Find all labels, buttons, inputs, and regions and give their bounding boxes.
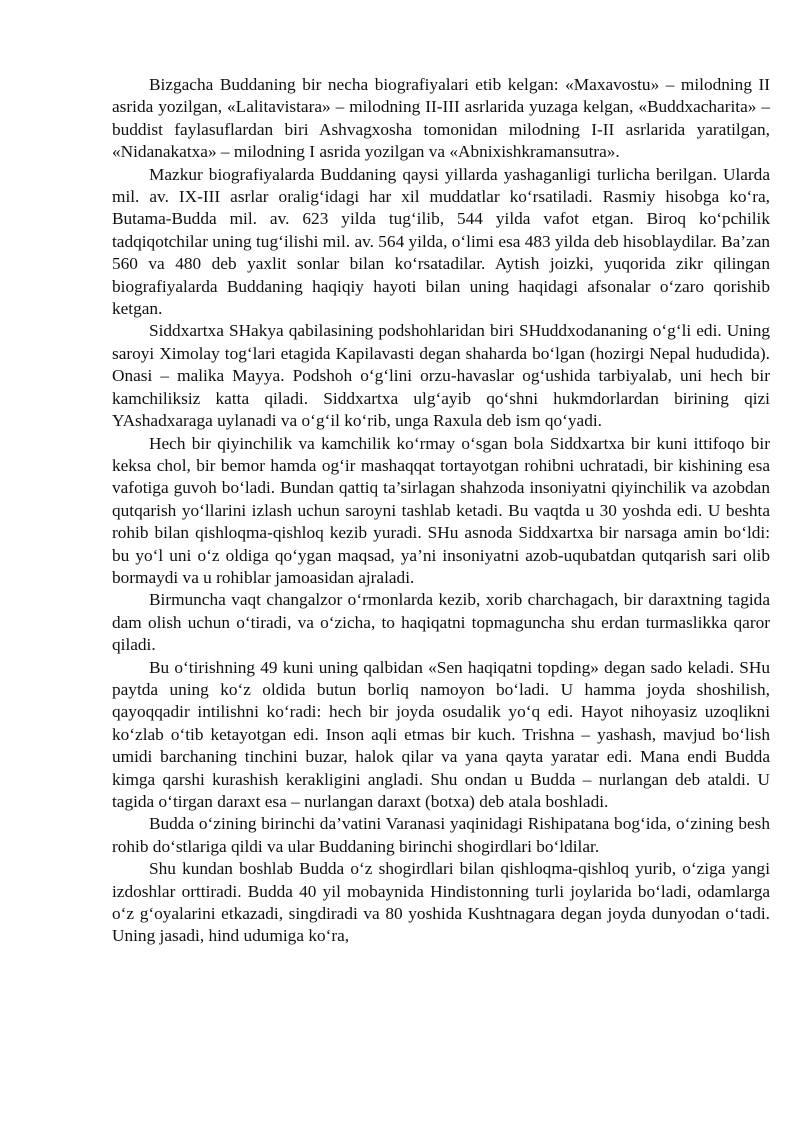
paragraph-meditation: Birmuncha vaqt changalzor o‘rmonlarda kezib, xorib charchagach, bir daraxtning tagida dam olish uchun o‘tiradi, va o‘zicha, to haqiqatni topmaguncha shu erdan turmaslikka qaror qiladi. [112,590,770,655]
paragraph-teaching: Shu kundan boshlab Budda o‘z shogirdlari bilan qishloqma-qishloq yurib, o‘ziga yangi izdoshlar orttiradi. Budda 40 yil mobaynida Hindistonning turli joylarida bo‘ladi, odamlarga o‘z g‘oyalarini etkazadi, singdiradi va 80 yoshida Kushtnagara degan joyda dunyodan o‘tadi. Uning jasadi, hind udumiga ko‘ra, [112,859,770,946]
document-page [112,74,770,948]
paragraph-first-sermon: Budda o‘zining birinchi da’vatini Varanasi yaqinidagi Rishipatana bog‘ida, o‘zining besh rohib do‘stlariga qildi va ular Buddaning birinchi shogirdlari bo‘ldilar. [112,814,770,856]
paragraph-origin: Siddxartxa SHakya qabilasining podshohlaridan biri SHuddxodananing o‘g‘li edi. Uning saroyi Ximolay tog‘lari etagida Kapilavasti degan shaharda bo‘lgan (hozirgi Nepal hududida). Onasi – malika Mayya. Podshoh o‘g‘lini orzu-havaslar og‘ushida tarbiyalab, uni hech bir kamchiliksiz katta qiladi. Siddxartxa ulg‘ayib qo‘shni hukmdorlardan birining qizi YAshadxaraga uylanadi va o‘g‘il ko‘rib, unga Raxula deb ism qo‘yadi. [112,321,770,431]
paragraph-departure: Hech bir qiyinchilik va kamchilik ko‘rmay o‘sgan bola Siddxartxa bir kuni ittifoqo bir keksa chol, bir bemor hamda og‘ir mashaqqat tortayotgan rohibni uchratadi, bir kishining esa vafotiga guvoh bo‘ladi. Bundan qattiq ta’sirlagan shahzoda insoniyatni qiyinchilik va azobdan qutqarish yo‘llarini izlash uchun saroyni tashlab ketadi. Bu vaqtda u 30 yoshda edi. U beshta rohib bilan qishloqma-qishloq kezib yuradi. SHu asnoda Siddxartxa bir narsaga amin bo‘ldi: bu yo‘l uni o‘z oldiga qo‘ygan maqsad, ya’ni insoniyatni azob-uqubatdan qutqarish sari olib bormaydi va u rohiblar jamoasidan ajraladi. [112,433,770,587]
paragraph-enlightenment: Bu o‘tirishning 49 kuni uning qalbidan «Sen haqiqatni topding» degan sado keladi. SHu paytda uning ko‘z oldida butun borliq namoyon bo‘ladi. U hamma joyda shoshilish, qayoqqadir intilishni ko‘radi: hech bir joyda osudalik yo‘q edi. Hayot nihoyasiz uzoqlikni ko‘zlab o‘tib ketayotgan edi. Inson aqli etmas bir kuch. Trishna – yashash, mavjud bo‘lish umidi barchaning tinchini buzar, halok qilar va yana qayta yaratar edi. Mana endi Budda kimga qarshi kurashish kerakligini angladi. Shu ondan u Budda – nurlangan deb ataldi. U tagida o‘tirgan daraxt esa – nurlangan daraxt (botxa) deb atala boshladi. [112,657,770,811]
paragraph-biographies: Bizgacha Buddaning bir necha biografiyalari etib kelgan: «Maxavostu» – milodning II asrida yozilgan, «Lalitavistara» – milodning II-III asrlarida yuzaga kelgan, «Buddxacharita» – buddist faylasuflardan biri Ashvagxosha tomonidan milodning I-II asrlarida yaratilgan, «Nidanakatxa» – milodning I asrida yozilgan va «Abnixishkramansutra». [112,75,770,162]
paragraph-dates: Mazkur biografiyalarda Buddaning qaysi yillarda yashaganligi turlicha berilgan. Ularda mil. av. IX-III asrlar oralig‘idagi har xil muddatlar ko‘rsatiladi. Rasmiy hisobga ko‘ra, Butama-Budda mil. av. 623 yilda tug‘ilib, 544 yilda vafot etgan. Biroq ko‘pchilik tadqiqotchilar uning tug‘ilishi mil. av. 564 yilda, o‘limi esa 483 yilda deb hisoblaydilar. Ba’zan 560 va 480 deb yaxlit sonlar bilan ko‘rsatadilar. Aytish joizki, yuqorida zikr qilingan biografiyalarda Buddaning haqiqiy hayoti bilan uning haqidagi afsonalar o‘zaro qorishib ketgan. [112,164,770,319]
